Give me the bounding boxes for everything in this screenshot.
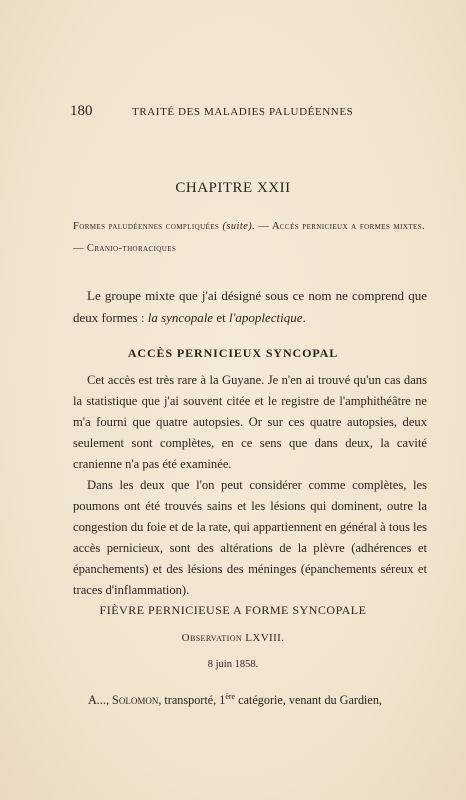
paragraph-1: Cet accès est très rare à la Guyane. Je n'en ai trouvé qu'un cas dans la statistique que j'ai souvent citée et le registre de l'amphithéâtre ne m'a fourni que quatre autopsies. Or sur ces quatre autopsies, deux seulement sont complètes, en ce sens que dans deux, la cavité cranienne n'a pas été examinée. — [73, 373, 427, 471]
chapter-title: CHAPITRE XXII — [175, 180, 291, 196]
observation-number: Observation LXVIII. — [181, 632, 285, 644]
subtitle-suite: (suite). — [222, 221, 256, 232]
subtitle-part2: — Accès pernicieux a formes mixtes. — Cranio-thoraciques — [73, 221, 426, 254]
observation-text — [88, 687, 428, 710]
chapter-subtitle — [73, 216, 425, 260]
page-header — [70, 103, 400, 120]
obs-sup: ère — [225, 692, 236, 701]
intro-paragraph — [73, 285, 427, 329]
obs-text-mid: , transporté, 1 — [158, 693, 226, 708]
intro-form-apoplectique: l'apoplectique — [228, 310, 303, 325]
intro-form-syncopale: la syncopale — [147, 310, 214, 325]
observation-heading: FIÈVRE PERNICIEUSE A FORME SYNCOPALE — [99, 603, 367, 617]
section-title: ACCÈS PERNICIEUX SYNCOPAL — [127, 346, 339, 360]
observation-date: 8 juin 1858. — [207, 659, 259, 670]
page-number: 180 — [70, 103, 93, 119]
intro-end: . — [302, 310, 306, 325]
running-title: TRAITÉ DES MALADIES PALUDÉENNES — [132, 106, 354, 118]
obs-text-end: catégorie, venant du Gardien, — [235, 693, 382, 708]
body-text — [73, 370, 427, 601]
intro-text: Le groupe mixte que j'ai désigné sous ce nom ne comprend que deux formes : — [73, 288, 427, 325]
intro-and: et — [213, 310, 229, 325]
obs-text-start: A..., — [88, 693, 113, 708]
obs-patient-name: Solomon — [112, 693, 159, 708]
paragraph-2: Dans les deux que l'on peut considérer comme complètes, les poumons ont été trouvés sains et les lésions qui dominent, outre la congestion du foie et de la rate, qui appartiennent en général à tous les accès pernicieux, sont des altérations de la plèvre (adhérences et épanchements) et des lésions des méninges (épanchements séreux et traces d'inflammation). — [73, 478, 427, 597]
subtitle-part1: Formes paludéennes compliquées — [73, 221, 220, 232]
